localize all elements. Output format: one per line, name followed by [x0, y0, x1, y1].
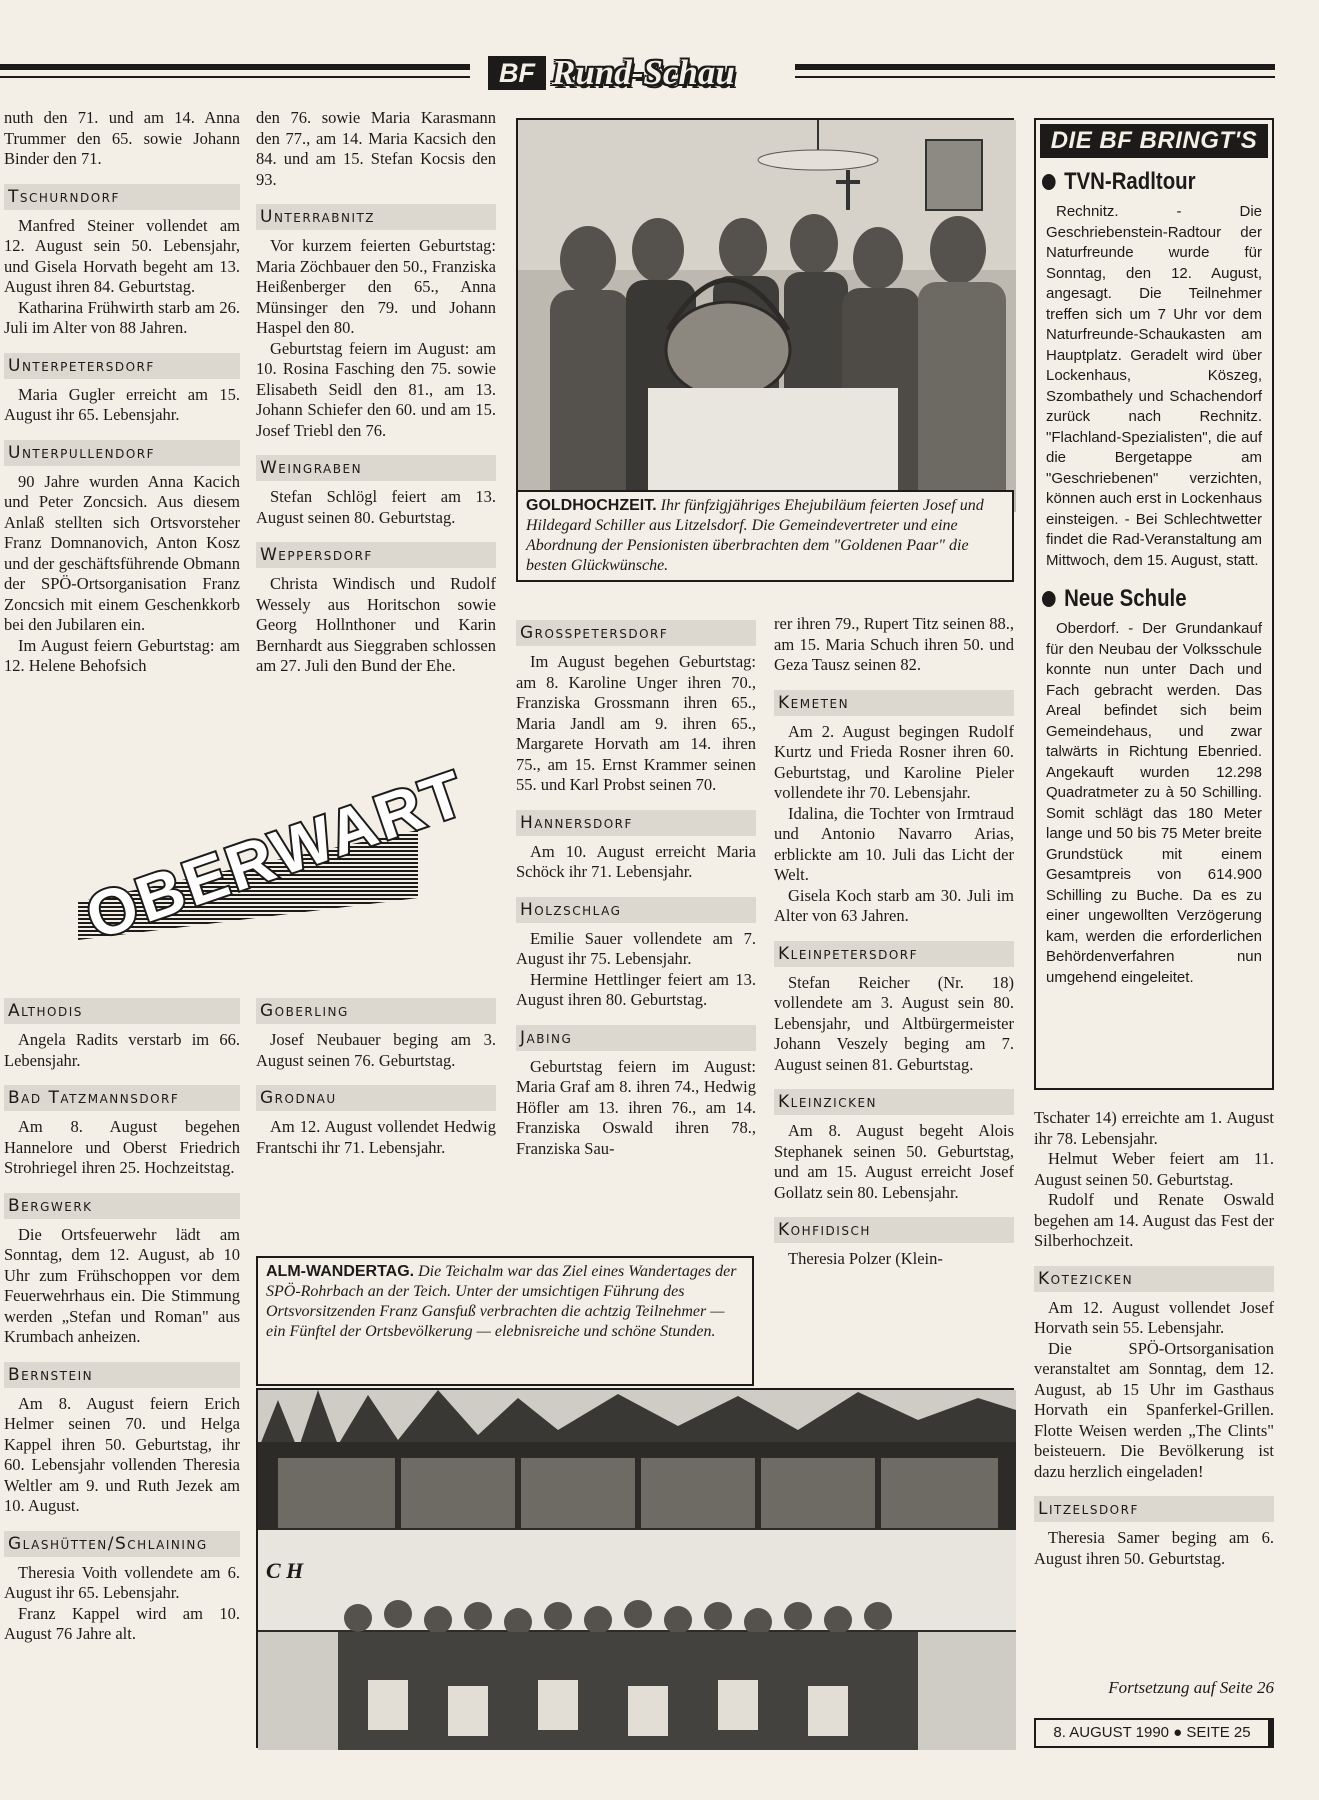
- continuation-note: Fortsetzung auf Seite 26: [1108, 1678, 1274, 1697]
- info-box-title: DIE BF BRINGT'S: [1040, 124, 1268, 158]
- paragraph: Am 8. August begehen Hannelore und Oberst Friedrich Strohriegel ihren 25. Hochzeitstag.: [4, 1117, 240, 1177]
- bullet-icon: [1042, 591, 1056, 607]
- paragraph: Stefan Reicher (Nr. 18) vollendete am 3. August sein 80. Lebensjahr, und Altbürgermeister Johann Veszely beging am 7. August seinen 81. Geburtstag.: [774, 972, 1014, 1074]
- bus-sign: C H: [266, 1558, 304, 1583]
- section-heading: Weingraben: [256, 455, 496, 481]
- section-heading: Unterpullendorf: [4, 440, 240, 466]
- paragraph: Am 2. August begingen Rudolf Kurtz und Frieda Rosner ihren 60. Geburtstag, und Karoline Pieler vollendete ihr 70. Lebensjahr.: [774, 721, 1014, 802]
- masthead-rule-left: [0, 64, 470, 78]
- info-box-item-text: Oberdorf. - Der Grundankauf für den Neubau der Volksschule konnte nun unter Dach und Fach gebracht werden. Das Areal befindet sich beim Gemeindehaus, und zwar talwärts in Richtung Ebenried. Angekauft wurden 12.298 Quadratmeter zu à 50 Schilling. Somit schlägt das 180 Meter lange und 50 bis 75 Meter breite Grundstück mit einem Gesamtpreis von 614.900 Schilling zu Buche. Da es zu einer ungewollten Verzögerung kam, werden die erforderlichen Behördenverfahren nun umgehend eingeleitet.: [1046, 620, 1262, 986]
- paragraph: Am 8. August feiern Erich Helmer seinen 70. und Helga Kappel ihren 50. Geburtstag, ihr 60. Lebensjahr vollenden Theresia Weltler am 9. und Ruth Jezek am 10. August.: [4, 1393, 240, 1515]
- section-heading: Unterrabnitz: [256, 204, 496, 230]
- section-heading: Althodis: [4, 998, 240, 1024]
- section-heading: Weppersdorf: [256, 542, 496, 568]
- paragraph: Am 8. August begeht Alois Stephanek seinen 50. Geburtstag, und am 15. August erreicht Josef Gollatz sein 80. Lebensjahr.: [774, 1121, 1014, 1202]
- paragraph: Katharina Frühwirth starb am 26. Juli im Alter von 88 Jahren.: [4, 297, 240, 337]
- info-box-item-text: Rechnitz. - Die Geschriebenstein-Radtour der Naturfreunde wurde für Sonntag, den 12. August, angesagt. Die Teilnehmer treffen sich um 7 Uhr vor dem Naturfreunde-Schaukasten am Hauptplatz. Geradelt wird über Lockenhaus, Köszeg, Szombathely und Schachendorf zurück nach Rechnitz. "Flachland-Spezialisten", die auf die Bergetappe am "Geschriebenen" verzichten, können auch erst in Lockenhaus einsteigen. - Bei Schlechtwetter findet die Rad-Veranstaltung am Mittwoch, dem 15. August, statt.: [1046, 203, 1262, 569]
- caption-alm-wandertag: [256, 1256, 754, 1386]
- column-1-bottom: [4, 984, 240, 1645]
- caption-alm-wandertag-text: Die Teichalm war das Ziel eines Wandertages der SPÖ-Rohrbach an der Teich. Unter der umsichtigen Führung des Ortsvorsitzenden Franz Gansfuß verbrachten die achtzig Teilnehmer — ein Fünftel der Ortsbevölkerung — elebnisreiche und schöne Stunden.: [266, 1263, 737, 1340]
- photo-goldhochzeit: [516, 118, 1014, 510]
- section-heading: Kotezicken: [1034, 1266, 1274, 1292]
- bf-logo: BF: [488, 56, 546, 90]
- info-box-item: [1040, 585, 1268, 988]
- column-5: [1034, 1108, 1274, 1569]
- section-heading: Kleinpetersdorf: [774, 941, 1014, 967]
- section-heading: Bad Tatzmannsdorf: [4, 1085, 240, 1111]
- paragraph: Tschater 14) erreichte am 1. August ihr 78. Lebensjahr.: [1034, 1108, 1274, 1148]
- column-3: [516, 606, 756, 1159]
- section-heading: Goberling: [256, 998, 496, 1024]
- paragraph: Stefan Schlögl feiert am 13. August seinen 80. Geburtstag.: [256, 487, 496, 527]
- paragraph: Emilie Sauer vollendete am 7. August ihr 75. Lebensjahr.: [516, 928, 756, 968]
- paragraph: Die Ortsfeuerwehr lädt am Sonntag, dem 12. August, ab 10 Uhr zum Frühschoppen vor dem Feuerwehrhaus ein. Die Stimmung werden „Stefan und Roman" aus Krumbach anheizen.: [4, 1224, 240, 1346]
- paragraph: Angela Radits verstarb im 66. Lebensjahr.: [4, 1030, 240, 1070]
- section-heading: Hannersdorf: [516, 810, 756, 836]
- section-heading: Unterpetersdorf: [4, 353, 240, 379]
- paragraph: Geburtstag feiern im August: Maria Graf am 8. ihren 74., Hedwig Höfler am 13. ihren 76., am 14. Franziska Oswald ihren 78., Franziska Sau-: [516, 1056, 756, 1158]
- paragraph: Im August begehen Geburtstag: am 8. Karoline Unger ihren 70., Franziska Grossmann ihren 65., Maria Jandl am 9. ihren 65., Margarete Horvath am 14. ihren 75., am 15. Ernst Krammer seinen 55. und Karl Probst seinen 70.: [516, 652, 756, 794]
- caption-goldhochzeit: [516, 490, 1014, 582]
- caption-alm-wandertag-lead: ALM-WANDERTAG.: [266, 1263, 415, 1280]
- oberwart-text: OBERWART: [77, 756, 476, 954]
- info-box-item-heading: TVN-Radltour: [1064, 168, 1196, 195]
- section-heading: Kohfidisch: [774, 1217, 1014, 1243]
- paragraph: Vor kurzem feierten Geburtstag: Maria Zöchbauer den 50., Franziska Heißenberger den 65., Anna Münsinger den 79. und Johann Haspel den 80.: [256, 236, 496, 337]
- paragraph: Franz Kappel wird am 10. August 76 Jahre alt.: [4, 1603, 240, 1643]
- paragraph: Hermine Hettlinger feiert am 13. August ihren 80. Geburtstag.: [516, 969, 756, 1009]
- paragraph: Am 12. August vollendet Hedwig Frantschi ihr 71. Lebensjahr.: [256, 1117, 496, 1157]
- oberwart-region-title: [77, 756, 476, 960]
- paragraph: Josef Neubauer beging am 3. August seinen 76. Geburtstag.: [256, 1030, 496, 1070]
- paragraph: Maria Gugler erreicht am 15. August ihr 65. Lebensjahr.: [4, 384, 240, 424]
- page-footer: 8. AUGUST 1990 ● SEITE 25: [1034, 1718, 1274, 1748]
- paragraph: rer ihren 79., Rupert Titz seinen 88., am 15. Maria Schuch ihren 50. und Geza Tausz seinen 82.: [774, 614, 1014, 674]
- info-box: [1034, 118, 1274, 1090]
- section-heading: Bernstein: [4, 1362, 240, 1388]
- column-2-bottom: [256, 984, 496, 1158]
- section-heading: Tschurndorf: [4, 184, 240, 210]
- info-box-item-heading: Neue Schule: [1064, 585, 1187, 612]
- section-title: Rund-Schau: [552, 53, 735, 92]
- caption-goldhochzeit-text: Ihr fünfzigjähriges Ehejubiläum feierten Josef und Hildegard Schiller aus Litzelsdorf. Die Gemeindevertreter und eine Abordnung der Pensionisten überbrachten dem "Goldenen Paar" die besten Glückwünsche.: [526, 497, 984, 574]
- paragraph: Geburtstag feiern im August: am 10. Rosina Fasching den 75. sowie Elisabeth Seidl den 81., am 13. Johann Schiefer den 60. und am 15. Josef Triebl den 76.: [256, 338, 496, 440]
- paragraph: Rudolf und Renate Oswald begehen am 14. August das Fest der Silberhochzeit.: [1034, 1190, 1274, 1250]
- section-heading: Grosspetersdorf: [516, 620, 756, 646]
- section-heading: Litzelsdorf: [1034, 1496, 1274, 1522]
- photo-alm-wandertag: [256, 1388, 1014, 1748]
- section-heading: Kleinzicken: [774, 1089, 1014, 1115]
- masthead-rule-right: [795, 64, 1275, 78]
- paragraph: Die SPÖ-Ortsorganisation veranstaltet am Sonntag, dem 12. August, ab 15 Uhr im Gasthaus Horvath ein Spanferkel-Grillen. Flotte Weisen werden „The Clints" beisteuern. Die Bevölkerung ist dazu herzlich eingeladen!: [1034, 1338, 1274, 1481]
- paragraph: Am 10. August erreicht Maria Schöck ihr 71. Lebensjahr.: [516, 841, 756, 881]
- paragraph: den 76. sowie Maria Karasmann den 77., am 14. Maria Kacsich den 84. und am 15. Stefan Kocsis den 93.: [256, 108, 496, 189]
- section-heading: Glashütten/Schlaining: [4, 1531, 240, 1557]
- column-4: [774, 614, 1014, 1270]
- paragraph: 90 Jahre wurden Anna Kacich und Peter Zoncsich. Aus diesem Anlaß stellten sich Ortsvorsteher Franz Domnanovich, Anton Kosz und der geschäftsführende Obmann der SPÖ-Ortsorganisation Franz Zoncsich mit einem Geschenkkorb bei den Jubilaren ein.: [4, 471, 240, 634]
- paragraph: nuth den 71. und am 14. Anna Trummer den 65. sowie Johann Binder den 71.: [4, 108, 240, 168]
- paragraph: Gisela Koch starb am 30. Juli im Alter von 63 Jahren.: [774, 885, 1014, 925]
- masthead: [0, 52, 1319, 100]
- section-heading: Holzschlag: [516, 897, 756, 923]
- paragraph: Idalina, die Tochter von Irmtraud und Antonio Navarro Arias, erblickte am 10. Juli das Licht der Welt.: [774, 803, 1014, 884]
- paragraph: Helmut Weber feiert am 11. August seinen 50. Geburtstag.: [1034, 1149, 1274, 1189]
- paragraph: Theresia Voith vollendete am 6. August ihr 65. Lebensjahr.: [4, 1562, 240, 1602]
- paragraph: Im August feiern Geburtstag: am 12. Helene Behofsich: [4, 635, 240, 675]
- section-heading: Grodnau: [256, 1085, 496, 1111]
- paragraph: Am 12. August vollendet Josef Horvath sein 55. Lebensjahr.: [1034, 1297, 1274, 1337]
- paragraph: Manfred Steiner vollendet am 12. August sein 50. Lebensjahr, und Gisela Horvath begeht am 13. August ihren 84. Geburtstag.: [4, 215, 240, 296]
- section-heading: Jabing: [516, 1025, 756, 1051]
- paragraph: Christa Windisch und Rudolf Wessely aus Horitschon sowie Georg Hollnthoner und Karin Bernhardt aus Sieggraben schlossen am 27. Juli den Bund der Ehe.: [256, 574, 496, 675]
- bullet-icon: [1042, 174, 1056, 190]
- section-heading: Bergwerk: [4, 1193, 240, 1219]
- paragraph: Theresia Polzer (Klein-: [788, 1249, 943, 1268]
- section-heading: Kemeten: [774, 690, 1014, 716]
- caption-goldhochzeit-lead: GOLDHOCHZEIT.: [526, 497, 657, 514]
- paragraph: Theresia Samer beging am 6. August ihren 50. Geburtstag.: [1034, 1528, 1274, 1568]
- column-2-top: [256, 108, 496, 677]
- column-1-top: [4, 108, 240, 677]
- info-box-item: [1040, 168, 1268, 571]
